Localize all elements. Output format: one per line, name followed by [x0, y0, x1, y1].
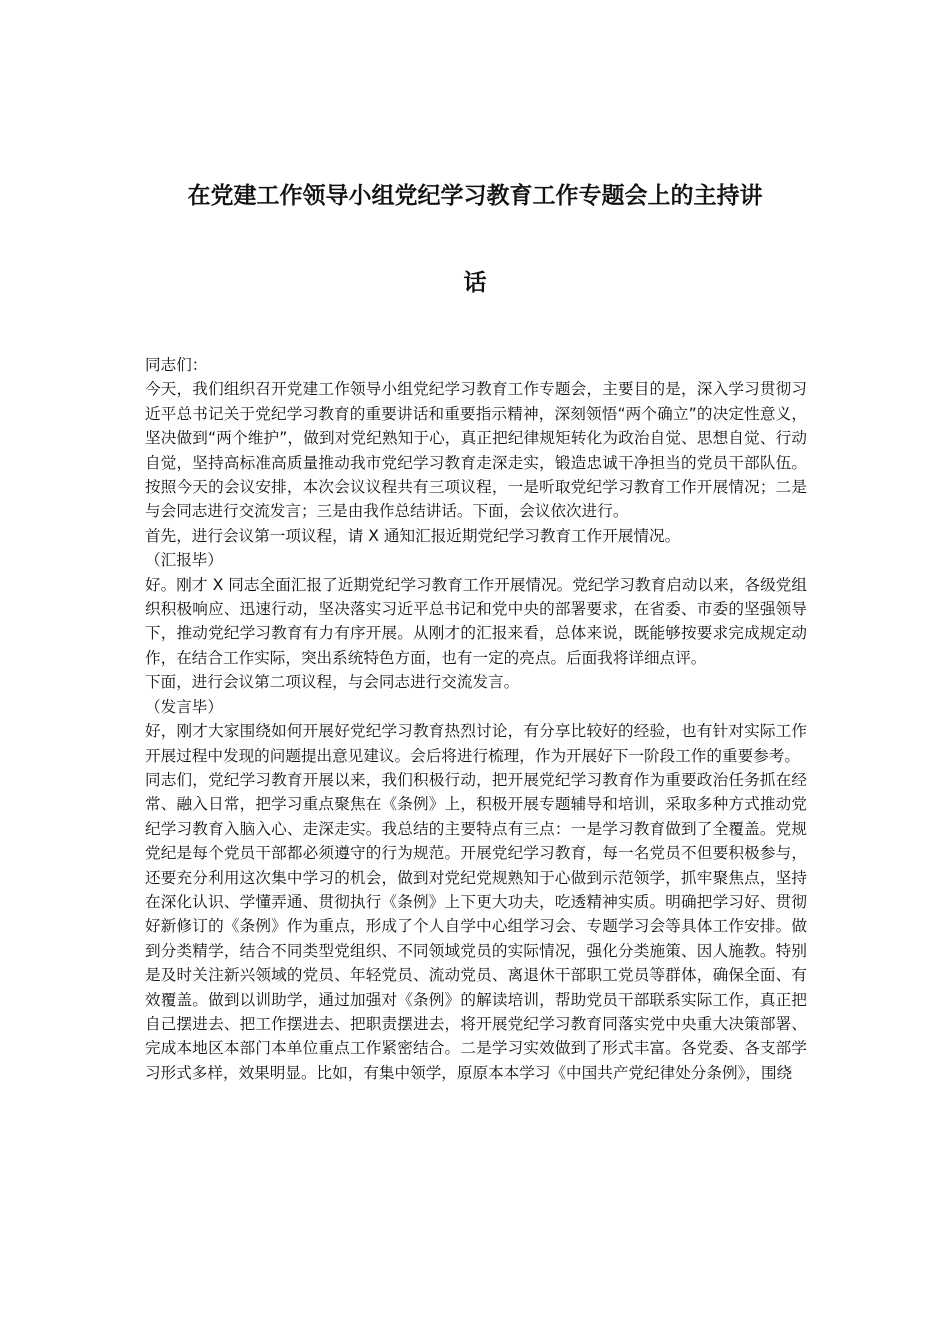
paragraph-discussion-comment: 好，刚才大家围绕如何开展好党纪学习教育热烈讨论，有分享比较好的经验，也有针对实际工作开展过程中发现的问题提出意见建议。会后将进行梳理，作为开展好下一阶段工作的重要参考。 — [145, 722, 807, 765]
paragraph-opening: 今天，我们组织召开党建工作领导小组党纪学习教育工作专题会，主要目的是，深入学习贯彻习近平总书记关于党纪学习教育的重要讲话和重要指示精神，深刻领悟“两个确立”的决定性意义，坚决做到“两个维护”，做到对党纪熟知于心，真正把纪律规矩转化为政治自觉、思想自觉、行动自觉，坚持高标准高质量推动我市党纪学习教育走深走实，锻造忠诚干净担当的党员干部队伍。按照今天的会议安排，本次会议议程共有三项议程，一是听取党纪学习教育工作开展情况；二是与会同志进行交流发言；三是由我作总结讲话。下面，会议依次进行。 — [145, 380, 807, 521]
document-title-line-2: 话 — [463, 270, 487, 296]
paragraph-report-comment: 好。刚才 X 同志全面汇报了近期党纪学习教育工作开展情况。党纪学习教育启动以来，各级党组织积极响应、迅速行动，坚决落实习近平总书记和党中央的部署要求，在省委、市委的坚强领导下，推动党纪学习教育有力有序开展。从刚才的汇报来看，总体来说，既能够按要求完成规定动作，在结合工作实际，突出系统特色方面，也有一定的亮点。后面我将详细点评。 — [145, 575, 807, 667]
document-body — [145, 353, 807, 1085]
paragraph-summary: 同志们，党纪学习教育开展以来，我们积极行动，把开展党纪学习教育作为重要政治任务抓在经常、融入日常，把学习重点聚焦在《条例》上，积极开展专题辅导和培训，采取多种方式推动党纪学习教育入脑入心、走深走实。我总结的主要特点有三点：一是学习教育做到了全覆盖。党规党纪是每个党员干部都必须遵守的行为规范。开展党纪学习教育，每一名党员不但要积极参与，还要充分利用这次集中学习的机会，做到对党纪党规熟知于心做到示范领学，抓牢聚焦点，坚持在深化认识、学懂弄通、贯彻执行《条例》上下更大功夫，吃透精神实质。明确把学习好、贯彻好新修订的《条例》作为重点，形成了个人自学中心组学习会、专题学习会等具体工作安排。做到分类精学，结合不同类型党组织、不同领域党员的实际情况，强化分类施策、因人施教。特别是及时关注新兴领域的党员、年轻党员、流动党员、离退休干部职工党员等群体，确保全面、有效覆盖。做到以训助学，通过加强对《条例》的解读培训，帮助党员干部联系实际工作，真正把自己摆进去、把工作摆进去、把职责摆进去，将开展党纪学习教育同落实党中央重大决策部署、完成本地区本部门本单位重点工作紧密结合。二是学习实效做到了形式丰富。各党委、各支部学习形式多样，效果明显。比如，有集中领学，原原本本学习《中国共产党纪律处分条例》，围绕 — [145, 770, 807, 1082]
paragraph-agenda-item-2: 下面，进行会议第二项议程，与会同志进行交流发言。 — [145, 673, 520, 692]
paragraph-report-end: （汇报毕） — [145, 551, 223, 570]
paragraph-agenda-item-1: 首先，进行会议第一项议程，请 X 通知汇报近期党纪学习教育工作开展情况。 — [145, 526, 681, 545]
paragraph-salutation: 同志们： — [145, 356, 208, 374]
document-title-line-1: 在党建工作领导小组党纪学习教育工作专题会上的主持讲 — [187, 183, 763, 209]
paragraph-speech-end: （发言毕） — [145, 697, 223, 716]
